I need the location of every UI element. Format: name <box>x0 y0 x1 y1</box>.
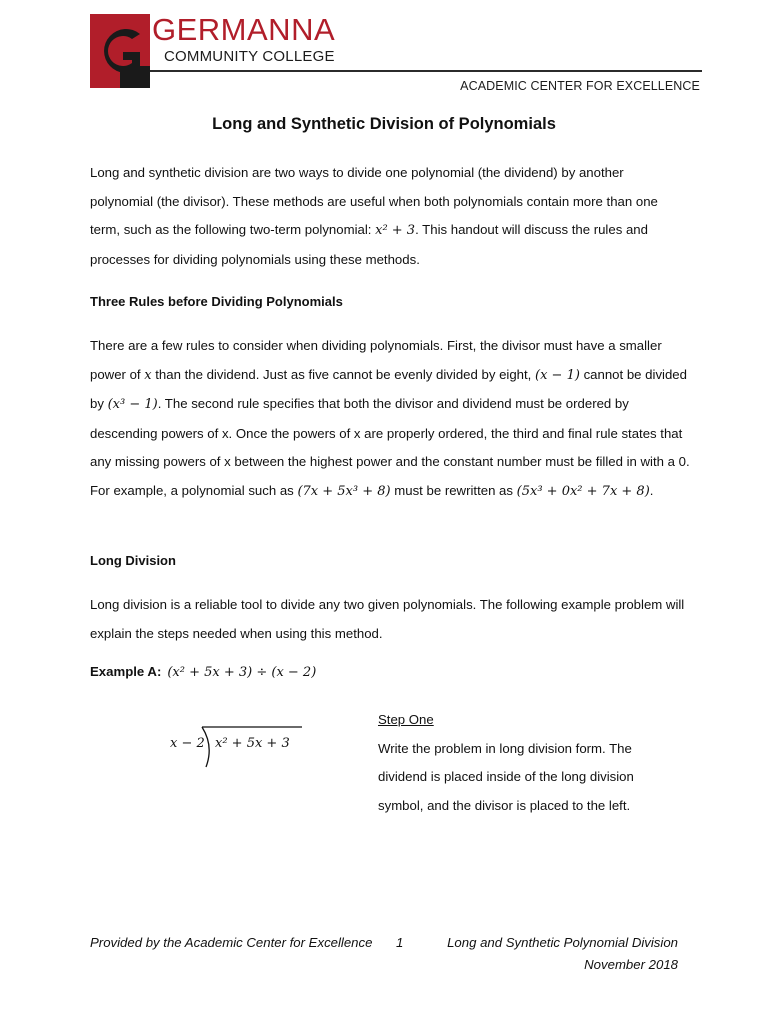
rules-text-4: . The second rule specifies that both the divisor and dividend must be ordered by descending powers of x. Once the powers of x are properly ordered, the third and final rule states that any missing powers of x between the highest power and the constant number must be filled in with a 0. For example, a polynomial such as <box>90 396 690 498</box>
rules-math-1: x <box>144 367 152 383</box>
example-a-line <box>90 664 316 680</box>
intro-text-1: Long and synthetic division are two ways to divide one polynomial (the dividend) by another polynomial (the divisor). These methods are useful when both polynomials contain more than one term, such as the following two-term polynomial: <box>90 165 658 237</box>
intro-text-2: . This handout will discuss the rules and processes for dividing polynomials using these methods. <box>90 222 648 267</box>
step-one-heading: Step One <box>378 712 434 727</box>
header-rule <box>150 70 702 72</box>
rules-text-2: than the dividend. Just as five cannot be evenly divided by eight, <box>151 366 536 382</box>
long-division-paragraph <box>90 591 690 648</box>
example-a-expression: (x² + 5x + 3) ÷ (x − 2) <box>167 665 317 680</box>
long-division-heading: Long Division <box>90 553 176 568</box>
rules-heading: Three Rules before Dividing Polynomials <box>90 294 343 309</box>
rules-math-3: (x³ − 1) <box>107 397 158 412</box>
brand-subtitle: COMMUNITY COLLEGE <box>164 48 335 65</box>
rules-math-2: (x − 1) <box>535 367 580 383</box>
rules-text-3: cannot be divided by <box>90 366 687 411</box>
rules-text-1: There are a few rules to consider when dividing polynomials. First, the divisor must have a smaller power of <box>90 338 662 382</box>
rules-text-5: must be rewritten as <box>390 482 517 498</box>
brand-name: GERMANNA <box>152 12 336 47</box>
intro-paragraph <box>90 159 690 274</box>
intro-math-1: x² + 3 <box>375 223 416 238</box>
long-division-text: Long division is a reliable tool to divide any two given polynomials. The following example problem will explain the steps needed when using this method. <box>90 597 685 641</box>
rules-paragraph <box>90 332 690 506</box>
page-title: Long and Synthetic Division of Polynomials <box>212 115 556 133</box>
college-logo <box>90 14 150 88</box>
step-one-text: Write the problem in long division form. The dividend is placed inside of the long division symbol, and the divisor is placed to the left. <box>378 740 634 813</box>
footer-doc-title: Long and Synthetic Polynomial Division <box>447 935 678 950</box>
center-name: ACADEMIC CENTER FOR EXCELLENCE <box>460 79 700 93</box>
footer-date: November 2018 <box>584 957 678 972</box>
example-a-label: Example A: <box>90 664 162 679</box>
footer-page-number: 1 <box>396 935 404 950</box>
rules-text-6: . <box>649 482 654 498</box>
step-one-block <box>378 706 678 820</box>
rules-math-5: (5x³ + 0x² + 7x + 8) <box>516 483 650 499</box>
footer-provider: Provided by the Academic Center for Excellence <box>90 935 373 950</box>
ld-divisor: x − 2 <box>170 736 205 751</box>
rules-math-4: (7x + 5x³ + 8) <box>297 483 391 499</box>
ld-dividend: x² + 5x + 3 <box>215 736 290 751</box>
